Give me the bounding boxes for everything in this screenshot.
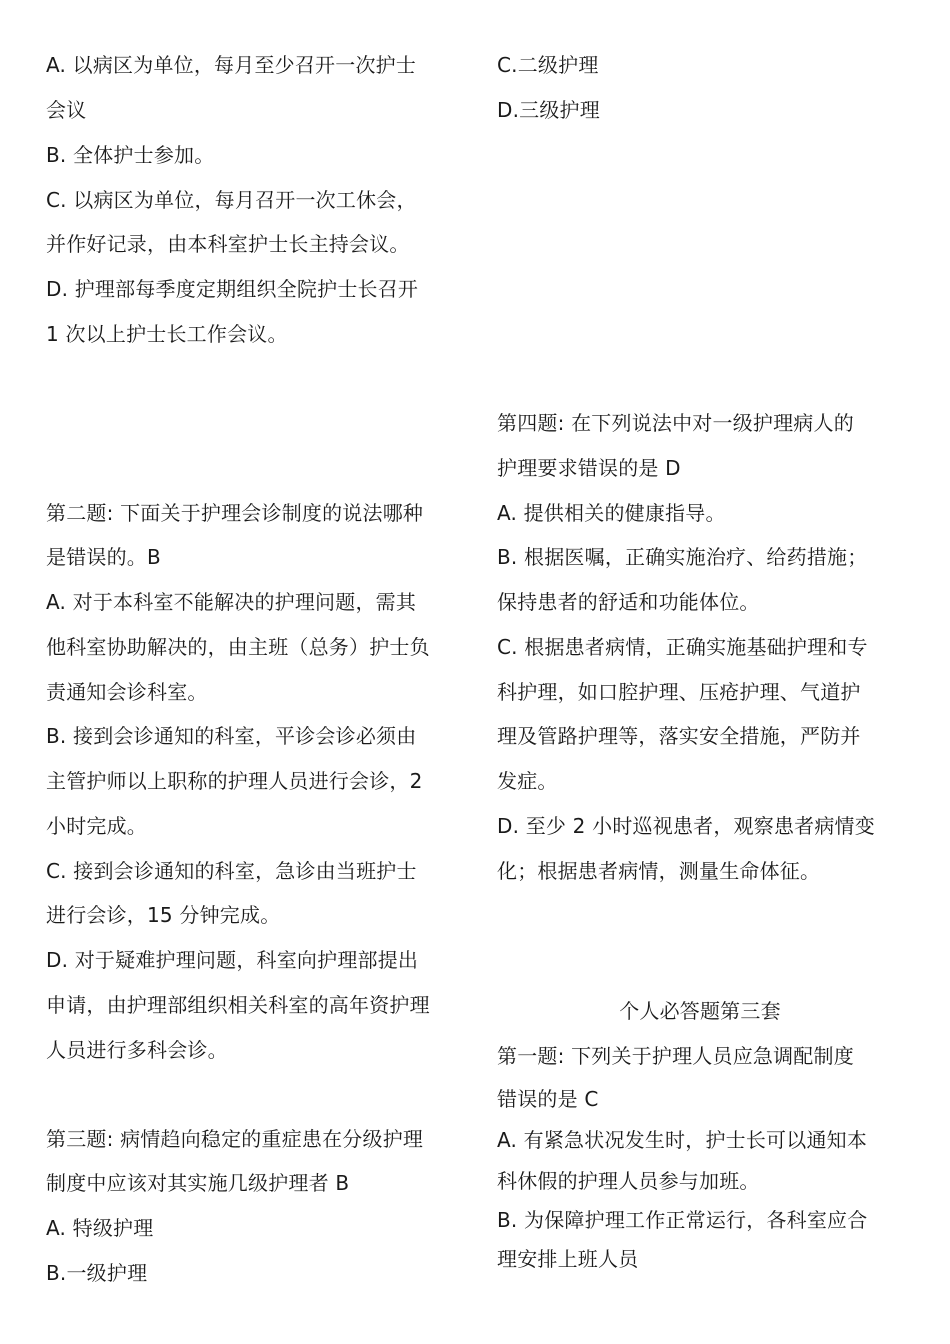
text-line: 责通知会诊科室。	[46, 680, 208, 704]
text-line: A. 提供相关的健康指导。	[497, 501, 726, 525]
text-line: B. 为保障护理工作正常运行，各科室应合	[497, 1208, 868, 1232]
text-line: C. 以病区为单位，每月召开一次工休会，	[46, 188, 417, 212]
question-heading: 第三题: 病情趋向稳定的重症患在分级护理	[46, 1127, 424, 1151]
text-line: 制度中应该对其实施几级护理者 B	[46, 1171, 350, 1195]
text-line: B. 根据医嘱，正确实施治疗、给药措施；	[497, 545, 868, 569]
text-line: 护理要求错误的是 D	[497, 456, 681, 480]
question-heading: 第二题: 下面关于护理会诊制度的说法哪种	[46, 501, 424, 525]
text-line: 是错误的。B	[46, 545, 161, 569]
text-line: B. 全体护士参加。	[46, 143, 215, 167]
text-line: 主管护师以上职称的护理人员进行会诊，2	[46, 769, 423, 793]
question-heading: 第一题: 下列关于护理人员应急调配制度	[497, 1044, 854, 1068]
text-line: 人员进行多科会诊。	[46, 1038, 228, 1062]
text-line: 理安排上班人员	[497, 1247, 639, 1271]
text-line: B.一级护理	[46, 1261, 148, 1285]
text-line: 小时完成。	[46, 814, 147, 838]
text-line: C.二级护理	[497, 53, 599, 77]
text-line: C. 根据患者病情，正确实施基础护理和专	[497, 635, 868, 659]
text-line: 1 次以上护士长工作会议。	[46, 322, 288, 346]
text-line: 并作好记录，由本科室护士长主持会议。	[46, 232, 410, 256]
text-line: D.三级护理	[497, 98, 600, 122]
text-line: 理及管路护理等，落实安全措施，严防并	[497, 724, 861, 748]
text-line: D. 对于疑难护理问题，科室向护理部提出	[46, 948, 419, 972]
text-line: A. 特级护理	[46, 1216, 154, 1240]
text-line: D. 护理部每季度定期组织全院护士长召开	[46, 277, 419, 301]
text-line: B. 接到会诊通知的科室，平诊会诊必须由	[46, 724, 417, 748]
question-heading: 第四题: 在下列说法中对一级护理病人的	[497, 411, 854, 435]
section-title: 个人必答题第三套	[619, 999, 781, 1023]
text-line: D. 至少 2 小时巡视患者，观察患者病情变	[497, 814, 875, 838]
text-line: 申请，由护理部组织相关科室的高年资护理	[46, 993, 430, 1017]
text-line: C. 接到会诊通知的科室，急诊由当班护士	[46, 859, 417, 883]
text-line: A. 以病区为单位，每月至少召开一次护士	[46, 53, 417, 77]
text-line: 科护理，如口腔护理、压疮护理、气道护	[497, 680, 861, 704]
text-line: 他科室协助解决的，由主班（总务）护士负	[46, 635, 430, 659]
text-line: A. 对于本科室不能解决的护理问题，需其	[46, 590, 417, 614]
text-line: 发症。	[497, 769, 558, 793]
text-line: 进行会诊，15 分钟完成。	[46, 903, 281, 927]
text-line: 保持患者的舒适和功能体位。	[497, 590, 760, 614]
text-line: 错误的是 C	[497, 1087, 599, 1111]
text-line: 化；根据患者病情，测量生命体征。	[497, 859, 821, 883]
text-line: 科休假的护理人员参与加班。	[497, 1169, 760, 1193]
text-line: A. 有紧急状况发生时，护士长可以通知本	[497, 1128, 868, 1152]
text-line: 会议	[46, 98, 87, 122]
